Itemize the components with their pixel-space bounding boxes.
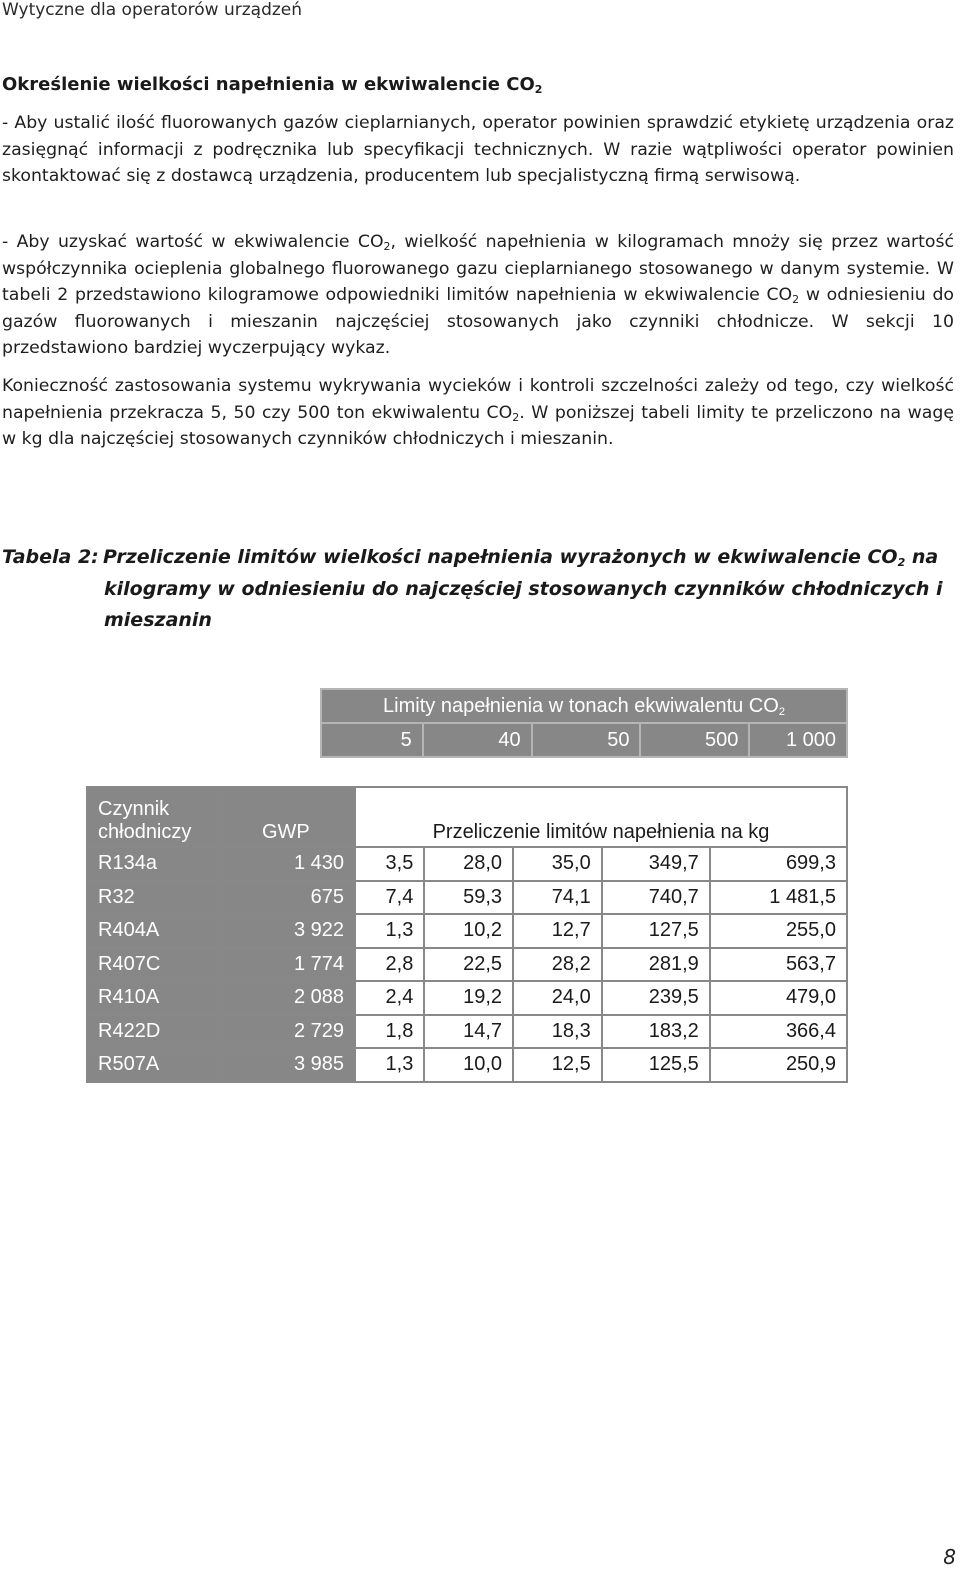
kg-value: 281,9 (602, 948, 710, 982)
kg-value: 1,8 (355, 1015, 424, 1049)
paragraph-2-part-c: w odniesieniu do gazów fluorowanych i mieszanin najczęściej stosowanych jako czynniki chłodnicze. W sekcji 10 przedstawiono bardziej wyczerpujący wykaz. (2, 285, 954, 359)
caption-subscript: 2 (897, 556, 906, 569)
limit-value: 50 (532, 723, 641, 757)
gwp-value: 2 088 (219, 981, 355, 1015)
kg-value: 35,0 (513, 847, 602, 881)
kg-value: 255,0 (710, 914, 847, 948)
header-refrigerant-line-1: Czynnik (98, 798, 170, 820)
kg-value: 10,2 (424, 914, 513, 948)
kg-value: 239,5 (602, 981, 710, 1015)
running-header: Wytyczne dla operatorów urządzeń (2, 0, 303, 20)
limit-value: 500 (640, 723, 749, 757)
gwp-value: 2 729 (219, 1015, 355, 1049)
refrigerant-name: R134a (87, 847, 219, 881)
kg-value: 349,7 (602, 847, 710, 881)
co2-subscript: 2 (383, 240, 391, 253)
refrigerant-name: R422D (87, 1015, 219, 1049)
kg-value: 127,5 (602, 914, 710, 948)
co2-subscript: 2 (512, 410, 520, 424)
kg-value: 18,3 (513, 1015, 602, 1049)
paragraph-2-part-b: , wielkość napełnienia w kilogramach mnoży się przez wartość współczynnika ocieplenia globalnego fluorowanego gazu cieplarnianego stosowanego w danym systemie. W tabeli 2 przedstawiono kilogramowe odpowiedniki limitów napełnienia w ekwiwalencie CO (2, 232, 954, 306)
kg-value: 1,3 (355, 914, 424, 948)
table-row (87, 914, 847, 948)
kg-value: 125,5 (602, 1048, 710, 1082)
refrigerant-name: R404A (87, 914, 219, 948)
kg-value: 2,4 (355, 981, 424, 1015)
header-refrigerant (87, 787, 219, 847)
table-row (87, 847, 847, 881)
refrigerant-name: R507A (87, 1048, 219, 1082)
kg-value: 12,5 (513, 1048, 602, 1082)
limit-value: 5 (321, 723, 423, 757)
page-number: 8 (943, 1545, 956, 1569)
kg-value: 74,1 (513, 881, 602, 915)
kg-value: 1,3 (355, 1048, 424, 1082)
limits-values-row (321, 723, 847, 757)
table-row (87, 1015, 847, 1049)
kg-value: 7,4 (355, 881, 424, 915)
kg-value: 183,2 (602, 1015, 710, 1049)
header-conversion: Przeliczenie limitów napełnienia na kg (355, 787, 847, 847)
kg-value: 19,2 (424, 981, 513, 1015)
kg-value: 699,3 (710, 847, 847, 881)
limits-title-subscript: 2 (778, 705, 785, 718)
table-row (87, 881, 847, 915)
kg-value: 3,5 (355, 847, 424, 881)
limit-value: 40 (423, 723, 532, 757)
conversion-table-body (87, 847, 847, 1082)
paragraph-1: - Aby ustalić ilość fluorowanych gazów cieplarnianych, operator powinien sprawdzić etykietę urządzenia oraz zasięgnąć informacji z podręcznika lub specyfikacji technicznych. W razie wątpliwości operator powinien skontaktować się z dostawcą urządzenia, producentem lub specjalistyczną firmą serwisową. (2, 113, 954, 187)
gwp-value: 3 922 (219, 914, 355, 948)
caption-rest: kilogramy w odniesieniu do najczęściej stosowanych czynników chłodniczych i mieszanin (104, 577, 943, 632)
gwp-value: 675 (219, 881, 355, 915)
caption-label: Tabela 2: (2, 546, 99, 568)
section-title-subscript: 2 (534, 83, 543, 96)
kg-value: 479,0 (710, 981, 847, 1015)
kg-value: 28,0 (424, 847, 513, 881)
kg-value: 22,5 (424, 948, 513, 982)
gwp-value: 1 774 (219, 948, 355, 982)
limits-title-text: Limity napełnienia w tonach ekwiwalentu CO (383, 694, 779, 717)
kg-value: 740,7 (602, 881, 710, 915)
table-caption (2, 542, 956, 637)
table-row (87, 948, 847, 982)
limits-title (321, 689, 847, 723)
conversion-table (86, 786, 848, 1083)
table-header-row (87, 787, 847, 847)
paragraph-2-part-a: - Aby uzyskać wartość w ekwiwalencie CO (2, 232, 384, 252)
table-row (87, 981, 847, 1015)
kg-value: 1 481,5 (710, 881, 847, 915)
header-refrigerant-line-2: chłodniczy (98, 821, 192, 843)
section-title-text: Określenie wielkości napełnienia w ekwiwalencie CO (2, 74, 535, 95)
paragraph-3 (2, 373, 954, 453)
co2-subscript: 2 (792, 293, 800, 307)
kg-value: 28,2 (513, 948, 602, 982)
paragraph-2 (2, 229, 954, 362)
caption-line-1: Przeliczenie limitów wielkości napełnienia wyrażonych w ekwiwalencie CO (103, 546, 898, 568)
refrigerant-name: R410A (87, 981, 219, 1015)
limits-table (320, 688, 848, 758)
section-title (2, 74, 542, 95)
paragraph-3-part-b: . W poniższej tabeli limity te przeliczono na wagę w kg dla najczęściej stosowanych czynników chłodniczych i mieszanin. (2, 402, 954, 450)
paragraph-3-part-a: Konieczność zastosowania systemu wykrywania wycieków i kontroli szczelności zależy od tego, czy wielkość napełnienia przekracza 5, 50 czy 500 ton ekwiwalentu CO (2, 376, 954, 423)
gwp-value: 3 985 (219, 1048, 355, 1082)
table-row (87, 1048, 847, 1082)
kg-value: 250,9 (710, 1048, 847, 1082)
kg-value: 563,7 (710, 948, 847, 982)
limit-value: 1 000 (749, 723, 847, 757)
kg-value: 14,7 (424, 1015, 513, 1049)
kg-value: 59,3 (424, 881, 513, 915)
refrigerant-name: R407C (87, 948, 219, 982)
limits-title-row (321, 689, 847, 723)
kg-value: 366,4 (710, 1015, 847, 1049)
kg-value: 24,0 (513, 981, 602, 1015)
caption-line-1-end: na (905, 546, 939, 568)
kg-value: 10,0 (424, 1048, 513, 1082)
gwp-value: 1 430 (219, 847, 355, 881)
header-gwp: GWP (219, 787, 355, 847)
kg-value: 12,7 (513, 914, 602, 948)
kg-value: 2,8 (355, 948, 424, 982)
refrigerant-name: R32 (87, 881, 219, 915)
